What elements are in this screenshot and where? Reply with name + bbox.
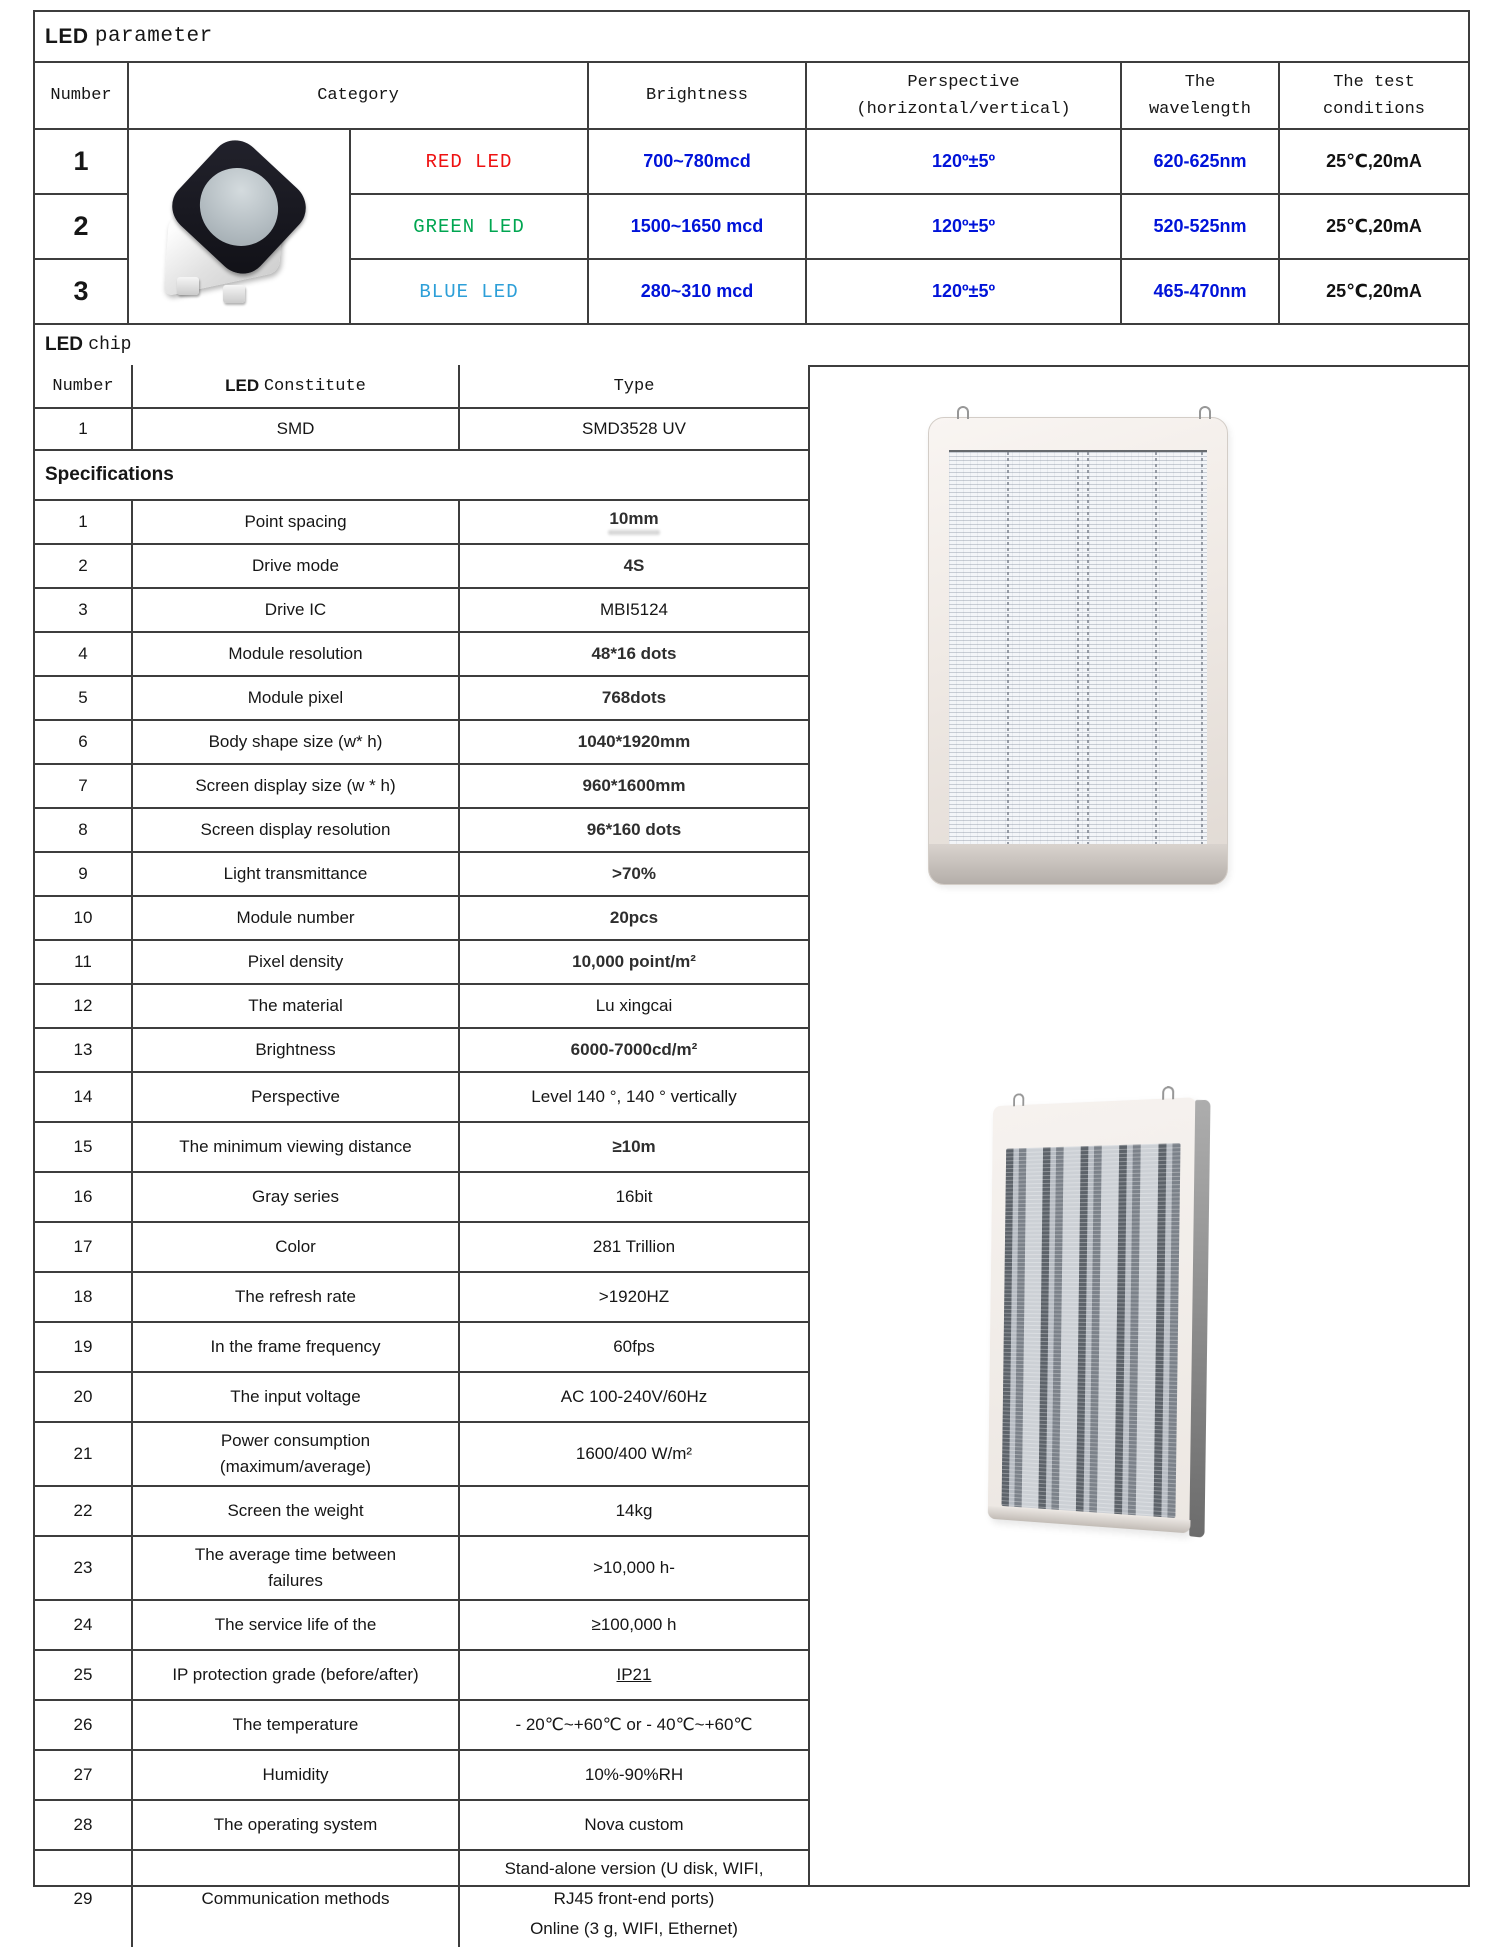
spec-row-label: Screen the weight [133, 1487, 460, 1535]
spec-row-number: 23 [35, 1537, 133, 1599]
spec-row-value [460, 1601, 808, 1649]
spec-row-number: 12 [35, 985, 133, 1027]
spec-row-label: Perspective [133, 1073, 460, 1121]
table-row [35, 1073, 808, 1123]
spec-row-value [460, 1323, 808, 1371]
chip-table-header-row [35, 365, 808, 409]
chip-table-row [35, 409, 808, 451]
spec-row-value [460, 1073, 808, 1121]
spec-row-value-text: >10,000 h- [593, 1558, 675, 1577]
spec-row-label: The minimum viewing distance [133, 1123, 460, 1171]
spec-row-label-line: Power consumption [220, 1431, 371, 1450]
spec-row-number: 25 [35, 1651, 133, 1699]
spec-row-value-text: 10mm [609, 509, 659, 528]
led-row-number: 2 [35, 195, 129, 260]
col-header-test-conditions [1280, 63, 1468, 130]
spec-row-label: Drive IC [133, 589, 460, 631]
table-row [35, 677, 808, 721]
led-screen-bottom-frame [929, 844, 1227, 884]
led-row-perspective: 120º±5º [807, 130, 1122, 195]
led-row-name: GREEN LED [351, 195, 589, 260]
table-row [35, 1273, 808, 1323]
spec-row-number: 1 [35, 501, 133, 543]
led-row-wavelength: 465-470nm [1122, 260, 1280, 325]
col-header-category: Category [129, 63, 589, 130]
spec-row-value [460, 1537, 808, 1599]
spec-row-value [460, 809, 808, 851]
led-row-test-conditions: 25℃,20mA [1280, 130, 1468, 195]
chip-header-constitute-word: Constitute [263, 376, 366, 396]
smd-led-pin [177, 277, 199, 295]
led-row-name: BLUE LED [351, 260, 589, 325]
chip-row-number: 1 [35, 409, 133, 449]
table-row [35, 633, 808, 677]
led-parameter-table [35, 12, 1468, 325]
perspective-header-line1: Perspective [907, 72, 1020, 92]
table-row [35, 1029, 808, 1073]
spec-row-label: Module resolution [133, 633, 460, 675]
spec-row-label: Color [133, 1223, 460, 1271]
table-row [35, 1801, 808, 1851]
spec-row-label: Screen display resolution [133, 809, 460, 851]
chip-row-constitute: SMD [133, 409, 460, 449]
table-row [35, 809, 808, 853]
spec-row-number: 11 [35, 941, 133, 983]
led-row-brightness: 1500~1650 mcd [589, 195, 807, 260]
spec-row-value [460, 1029, 808, 1071]
spec-row-value-text: 960*1600mm [582, 776, 686, 795]
spec-row-value-text: - 20℃~+60℃ or - 40℃~+60℃ [515, 1715, 753, 1734]
spec-row-number: 2 [35, 545, 133, 587]
led-row-brightness: 280~310 mcd [589, 260, 807, 325]
table-row [35, 1173, 808, 1223]
table-row [35, 1601, 808, 1651]
spec-row-number: 14 [35, 1073, 133, 1121]
spec-row-number: 24 [35, 1601, 133, 1649]
table-row [35, 853, 808, 897]
chip-header-led-word: LED [225, 376, 260, 395]
spec-row-value-text: ≥10m [612, 1137, 656, 1156]
led-row-name: RED LED [351, 130, 589, 195]
spec-row-value-line: Online (3 g, WIFI, Ethernet) [530, 1919, 738, 1938]
hang-hook-icon [1199, 406, 1211, 419]
spec-row-value [460, 1701, 808, 1749]
table-row [35, 721, 808, 765]
spec-row-value-text: 10%-90%RH [584, 1765, 684, 1784]
spec-row-value-text: Nova custom [584, 1815, 684, 1834]
led-row-perspective: 120º±5º [807, 195, 1122, 260]
spec-row-value [460, 501, 808, 543]
spec-row-number: 19 [35, 1323, 133, 1371]
led-row-test-conditions: 25℃,20mA [1280, 195, 1468, 260]
col-header-wavelength [1122, 63, 1280, 130]
spec-row-label [133, 1423, 460, 1485]
led-strip-line [1155, 452, 1157, 846]
hang-hook-icon [1162, 1086, 1174, 1100]
spec-row-number: 21 [35, 1423, 133, 1485]
spec-row-value-text: >1920HZ [598, 1287, 670, 1306]
spec-row-number: 9 [35, 853, 133, 895]
spec-row-value [460, 1801, 808, 1849]
led-screen-front-display-area [949, 450, 1207, 846]
spec-row-value [460, 1651, 808, 1699]
spec-row-value-text: Lu xingcai [595, 996, 673, 1015]
spec-row-value-text: ≥100,000 h [591, 1615, 677, 1634]
table-row [35, 985, 808, 1029]
specifications-rows [35, 501, 808, 1947]
table-row [35, 1123, 808, 1173]
led-row-wavelength: 520-525nm [1122, 195, 1280, 260]
spec-row-number: 13 [35, 1029, 133, 1071]
spec-row-value [460, 633, 808, 675]
spec-row-number: 27 [35, 1751, 133, 1799]
spec-row-value-text: IP21 [616, 1665, 652, 1684]
overwrite-artifact [608, 530, 660, 535]
spec-row-number: 20 [35, 1373, 133, 1421]
led-row-test-conditions: 25℃,20mA [1280, 260, 1468, 325]
spec-row-label: Drive mode [133, 545, 460, 587]
spec-row-value [460, 941, 808, 983]
table-row [35, 589, 808, 633]
spec-row-number: 10 [35, 897, 133, 939]
spec-row-label: The refresh rate [133, 1273, 460, 1321]
spec-row-value-text: AC 100-240V/60Hz [560, 1387, 708, 1406]
spec-row-value [460, 1487, 808, 1535]
led-screen-front-image [928, 417, 1228, 885]
spec-row-number: 18 [35, 1273, 133, 1321]
spec-row-value-line: RJ45 front-end ports) [553, 1889, 715, 1908]
table-row [35, 1751, 808, 1801]
spec-row-label: Brightness [133, 1029, 460, 1071]
spec-row-value [460, 1851, 808, 1947]
spec-row-value-text: 60fps [613, 1337, 655, 1356]
wavelength-header-line2: wavelength [1148, 99, 1252, 119]
specifications-band: Specifications [35, 451, 808, 501]
spec-row-number: 6 [35, 721, 133, 763]
title-led-word: LED [45, 24, 89, 48]
spec-row-value [460, 765, 808, 807]
chip-header-number: Number [35, 365, 133, 407]
table-row [35, 897, 808, 941]
spec-row-value [460, 1423, 808, 1485]
table-row [35, 1423, 808, 1487]
spec-row-label: The input voltage [133, 1373, 460, 1421]
led-strip-line [1007, 452, 1009, 846]
hang-hook-icon [1013, 1093, 1024, 1106]
hang-hook-icon [957, 406, 969, 419]
spec-row-value-text: MBI5124 [599, 600, 669, 619]
table-row [35, 1373, 808, 1423]
spec-row-value-text: 1040*1920mm [577, 732, 691, 751]
spec-row-value-text: Level 140 °, 140 ° vertically [531, 1087, 737, 1106]
spec-row-value [460, 1223, 808, 1271]
table-row [35, 501, 808, 545]
spec-row-value-text: 4S [623, 556, 645, 575]
spec-row-value-line: Stand-alone version (U disk, WIFI, [504, 1859, 764, 1878]
spec-row-value [460, 853, 808, 895]
led-parameter-title [35, 12, 1468, 63]
spec-row-number: 29 [35, 1851, 133, 1947]
spec-row-value [460, 721, 808, 763]
table-row [35, 1223, 808, 1273]
test-header-line2: conditions [1322, 99, 1426, 119]
spec-row-label: Communication methods [133, 1851, 460, 1947]
spec-row-value-text: 20pcs [609, 908, 659, 927]
spec-row-number: 16 [35, 1173, 133, 1221]
led-screen-angled-display-area [1002, 1143, 1181, 1518]
led-strip-line [1201, 452, 1203, 846]
spec-row-number: 17 [35, 1223, 133, 1271]
spec-row-label: The temperature [133, 1701, 460, 1749]
spec-row-value-text: 10,000 point/m² [572, 952, 696, 971]
spec-row-value [460, 1751, 808, 1799]
spec-row-number: 7 [35, 765, 133, 807]
table-row [35, 1487, 808, 1537]
spec-row-number: 3 [35, 589, 133, 631]
smd-led-pin [223, 285, 245, 303]
spec-row-number: 26 [35, 1701, 133, 1749]
spec-row-label: Screen display size (w * h) [133, 765, 460, 807]
table-row [35, 1537, 808, 1601]
spec-row-label: Module pixel [133, 677, 460, 719]
spec-row-value [460, 589, 808, 631]
spec-sheet-page [33, 10, 1470, 1938]
spec-row-label: In the frame frequency [133, 1323, 460, 1371]
spec-row-value-text: 16bit [615, 1187, 653, 1206]
table-row [35, 1651, 808, 1701]
spec-row-label: Gray series [133, 1173, 460, 1221]
spec-row-value [460, 1273, 808, 1321]
spec-row-value [460, 1123, 808, 1171]
spec-row-label-line: The average time between [194, 1545, 397, 1564]
smd-led-illustration [149, 149, 329, 305]
spec-row-label: The material [133, 985, 460, 1027]
led-chip-band [35, 325, 1468, 367]
spec-row-value-text: 96*160 dots [586, 820, 682, 839]
spec-row-value-text: 768dots [601, 688, 667, 707]
spec-row-value-text: >70% [612, 864, 656, 883]
led-row-wavelength: 620-625nm [1122, 130, 1280, 195]
spec-row-number: 5 [35, 677, 133, 719]
spec-row-value-text: 1600/400 W/m² [575, 1444, 693, 1463]
col-header-brightness: Brightness [589, 63, 807, 130]
spec-row-value-text: 14kg [615, 1501, 653, 1520]
spec-row-value [460, 545, 808, 587]
col-header-number: Number [35, 63, 129, 130]
spec-row-label-line: (maximum/average) [219, 1457, 372, 1476]
specifications-table [35, 365, 810, 1938]
spec-row-label: The operating system [133, 1801, 460, 1849]
led-strip-line [1077, 452, 1079, 846]
test-header-line1: The test [1333, 72, 1415, 92]
chip-header-type: Type [613, 376, 655, 396]
spec-row-value-text: 281 Trillion [592, 1237, 676, 1256]
perspective-header-line2: (horizontal/vertical) [856, 99, 1071, 119]
spec-row-label: Module number [133, 897, 460, 939]
spec-row-number: 22 [35, 1487, 133, 1535]
title-parameter-word: parameter [94, 25, 213, 48]
spec-row-value-text: 6000-7000cd/m² [570, 1040, 698, 1059]
led-row-number: 1 [35, 130, 129, 195]
spec-row-label: IP protection grade (before/after) [133, 1651, 460, 1699]
chip-row-type: SMD3528 UV [582, 419, 686, 438]
spec-row-value [460, 677, 808, 719]
spec-row-value [460, 1173, 808, 1221]
spec-row-number: 8 [35, 809, 133, 851]
spec-row-value [460, 985, 808, 1027]
table-row [35, 1701, 808, 1751]
smd-led-photo [129, 130, 351, 325]
col-header-perspective [807, 63, 1122, 130]
spec-row-number: 15 [35, 1123, 133, 1171]
chip-band-led-word: LED [45, 334, 83, 355]
spec-row-label-line: failures [268, 1571, 323, 1590]
spec-row-label: Pixel density [133, 941, 460, 983]
led-row-brightness: 700~780mcd [589, 130, 807, 195]
spec-row-label: The service life of the [133, 1601, 460, 1649]
spec-row-label: Point spacing [133, 501, 460, 543]
led-row-perspective: 120º±5º [807, 260, 1122, 325]
wavelength-header-line1: The [1184, 72, 1216, 92]
spec-row-label: Humidity [133, 1751, 460, 1799]
led-screen-angled-image [988, 1097, 1197, 1533]
table-row [35, 1323, 808, 1373]
table-row [35, 545, 808, 589]
led-strip-line [1087, 452, 1089, 846]
chip-band-chip-word: chip [88, 335, 132, 355]
spec-row-value [460, 897, 808, 939]
table-row [35, 765, 808, 809]
spec-row-label [133, 1537, 460, 1599]
chip-header-constitute [133, 365, 460, 407]
spec-row-label: Light transmittance [133, 853, 460, 895]
spec-row-number: 28 [35, 1801, 133, 1849]
table-row [35, 1851, 808, 1947]
spec-row-value-text: 48*16 dots [591, 644, 677, 663]
led-row-number: 3 [35, 260, 129, 325]
table-row [35, 941, 808, 985]
spec-row-label: Body shape size (w* h) [133, 721, 460, 763]
spec-row-number: 4 [35, 633, 133, 675]
spec-row-value [460, 1373, 808, 1421]
